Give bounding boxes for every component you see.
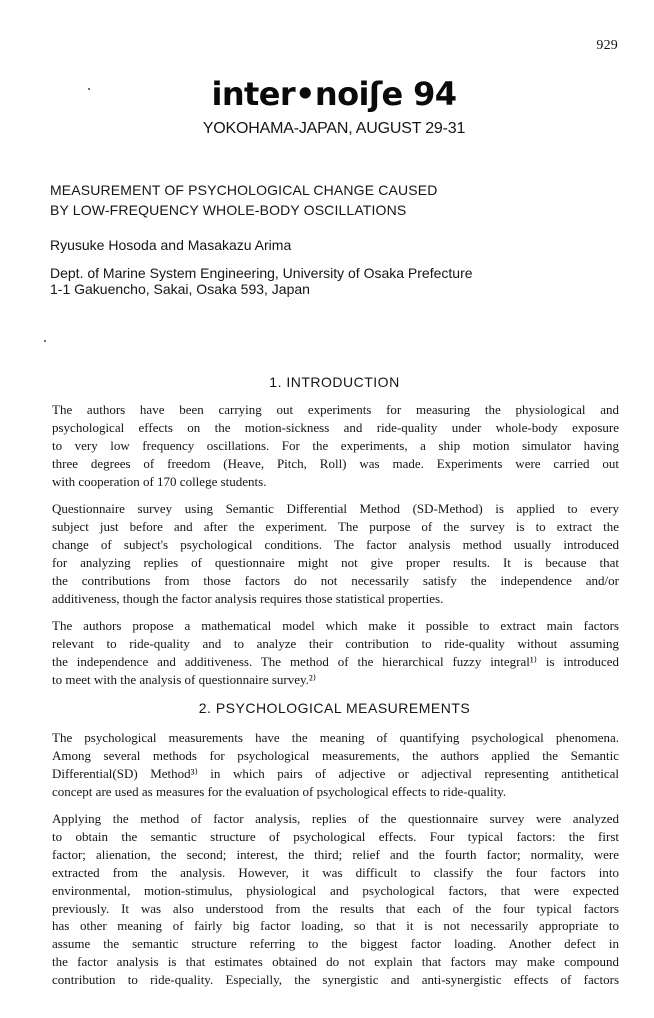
text-line: the factor analysis is that estimates obtained do not explain that factors may make compound — [52, 954, 619, 970]
paragraph — [52, 810, 619, 989]
text-line: Questionnaire survey using Semantic Differential Method (SD-Method) is applied to every — [52, 501, 619, 516]
conference-logo: inter•noiʃe 94 — [211, 75, 457, 113]
scan-speck — [44, 340, 46, 342]
text-line: concept are used as measures for the evaluation of psychological effects to ride-quality. — [52, 783, 507, 799]
text-line: to meet with the analysis of questionnaire survey.²⁾ — [52, 671, 317, 687]
conference-location-date: YOKOHAMA-JAPAN, AUGUST 29-31 — [202, 120, 466, 137]
section-heading-introduction: 1. INTRODUCTION — [269, 374, 400, 390]
text-line: extracted from the analysis. However, it was difficult to classify the four factors into — [52, 864, 619, 880]
text-line: assume the semantic structure referring to the biggest factor loading. Another defect in — [52, 936, 619, 952]
text-line: the independence and additiveness. The method of the hierarchical fuzzy integral¹⁾ is introduced — [52, 653, 619, 669]
text-line: with cooperation of 170 college students. — [52, 473, 267, 489]
section-heading-psychological-measurements: 2. PSYCHOLOGICAL MEASUREMENTS — [198, 700, 471, 716]
text-line: The authors have been carrying out experiments for measuring the physiological and — [52, 402, 619, 417]
paper-title — [50, 180, 610, 220]
paragraph — [52, 401, 619, 491]
paper-authors: Ryusuke Hosoda and Masakazu Arima — [50, 237, 292, 253]
text-line: Applying the method of factor analysis, replies of the questionnaire survey were analyzed — [52, 811, 619, 826]
affiliation-line: 1-1 Gakuencho, Sakai, Osaka 593, Japan — [50, 281, 310, 297]
scan-speck — [88, 88, 90, 90]
title-line: MEASUREMENT OF PSYCHOLOGICAL CHANGE CAUSED — [50, 182, 438, 198]
text-line: contribution to ride-quality. Especially, the synergistic and anti-synergistic effects of factors — [52, 972, 619, 988]
text-line: has other meaning of fairly big factor loading, so that it is not necessarily appropriate to — [52, 918, 619, 934]
text-line: three degrees of freedom (Heave, Pitch, Roll) was made. Experiments were carried out — [52, 455, 619, 471]
text-line: The authors propose a mathematical model which make it possible to extract main factors — [52, 618, 619, 633]
text-line: additiveness, though the factor analysis requires those statistical properties. — [52, 590, 444, 606]
paragraph — [52, 500, 619, 607]
text-line: for analyzing replies of questionnaire might not give proper results. It is because that — [52, 554, 619, 570]
text-line: The psychological measurements have the meaning of quantifying psychological phenomena. — [52, 730, 619, 745]
text-line: to very low frequency oscillations. For the experiments, a ship motion simulator having — [52, 437, 619, 453]
title-line: BY LOW-FREQUENCY WHOLE-BODY OSCILLATIONS — [50, 202, 407, 218]
text-line: factor; alienation, the second; interest, the third; relief and the fourth factor; normality, were — [52, 846, 619, 862]
affiliation-line: Dept. of Marine System Engineering, University of Osaka Prefecture — [50, 265, 473, 281]
text-line: subject just before and after the experiment. The purpose of the survey is to extract the — [52, 518, 619, 534]
text-line: relevant to ride-quality and to analyze their contribution to ride-quality without assuming — [52, 635, 619, 651]
paragraph — [52, 617, 619, 689]
text-line: change of subject's psychological conditions. The factor analysis method usually introduced — [52, 536, 619, 552]
text-line: Differential(SD) Method³⁾ in which pairs of adjective or adjectival representing antithetical — [52, 765, 619, 781]
text-line: previously. It was also understood from the results that each of the four typical factors — [52, 900, 619, 916]
text-line: to obtain the semantic structure of psychological effects. Four typical factors: the first — [52, 828, 619, 844]
text-line: the contributions from those factors do not necessarily satisfy the independence and/or — [52, 572, 619, 588]
page-number: 929 — [596, 38, 618, 53]
text-line: psychological effects on the motion-sickness and ride-quality under whole-body exposure — [52, 419, 619, 435]
paragraph — [52, 729, 619, 801]
text-line: environmental, motion-stimulus, physiological and psychological factors, that were expected — [52, 882, 619, 898]
text-line: Among several methods for psychological measurements, the authors applied the Semantic — [52, 747, 619, 763]
author-affiliation — [50, 265, 473, 297]
